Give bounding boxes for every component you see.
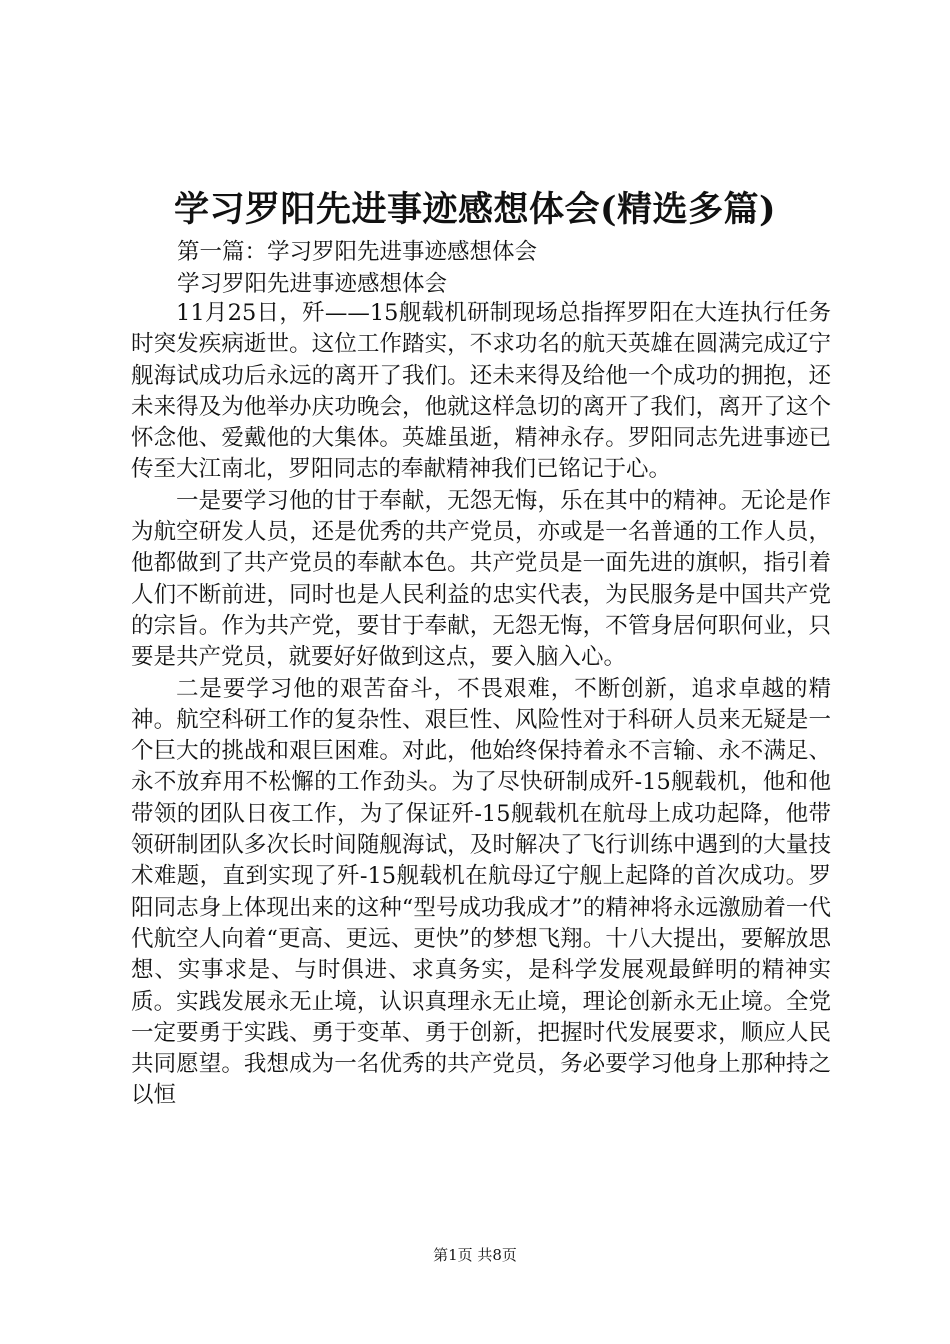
paragraph-1: 11月25日，歼——15舰载机研制现场总指挥罗阳在大连执行任务时突发疾病逝世。这位工作踏实，不求功名的航天英雄在圆满完成辽宁舰海试成功后永远的离开了我们。还未来得及给他一个成功的拥抱，还未来得及为他举办庆功晚会，他就这样急切的离开了我们，离开了这个怀念他、爱戴他的大集体。英雄虽逝，精神永存。罗阳同志先进事迹已传至大江南北，罗阳同志的奉献精神我们已铭记于心。 (131, 300, 831, 483)
document-title: 学习罗阳先进事迹感想体会(精选多篇) (173, 189, 777, 230)
section-heading: 第一篇：学习罗阳先进事迹感想体会 (177, 239, 538, 265)
page-number: 第1页 共8页 (433, 1246, 517, 1264)
section-subheading: 学习罗阳先进事迹感想体会 (177, 271, 448, 297)
document-body (131, 298, 831, 1112)
paragraph-2: 一是要学习他的甘于奉献，无怨无悔，乐在其中的精神。无论是作为航空研发人员，还是优秀的共产党员，亦或是一名普通的工作人员，他都做到了共产党员的奉献本色。共产党员是一面先进的旗帜，指引着人们不断前进，同时也是人民利益的忠实代表，为民服务是中国共产党的宗旨。作为共产党，要甘于奉献，无怨无悔，不管身居何职何业，只要是共产党员，就要好好做到这点，要入脑入心。 (131, 487, 831, 671)
paragraph-3: 二是要学习他的艰苦奋斗，不畏艰难，不断创新，追求卓越的精神。航空科研工作的复杂性、艰巨性、风险性对于科研人员来无疑是一个巨大的挑战和艰巨困难。对此，他始终保持着永不言输、永不满足、永不放弃用不松懈的工作劲头。为了尽快研制成歼-15舰载机，他和他带领的团队日夜工作，为了保证歼-15舰载机在航母上成功起降，他带领研制团队多次长时间随舰海试，及时解决了飞行训练中遇到的大量技术难题，直到实现了歼-15舰载机在航母辽宁舰上起降的首次成功。罗阳同志身上体现出来的这种“型号成功我成才”的精神将永远激励着一代代航空人向着“更高、更远、更快”的梦想飞翔。十八大提出，要解放思想、实事求是、与时俱进、求真务实，是科学发展观最鲜明的精神实质。实践发展永无止境，认识真理永无止境，理论创新永无止境。全党一定要勇于实践、勇于变革、勇于创新，把握时代发展要求，顺应人民共同愿望。我想成为一名优秀的共产党员，务必要学习他身上那种持之以恒 (131, 675, 831, 1109)
page-footer (0, 1245, 950, 1265)
